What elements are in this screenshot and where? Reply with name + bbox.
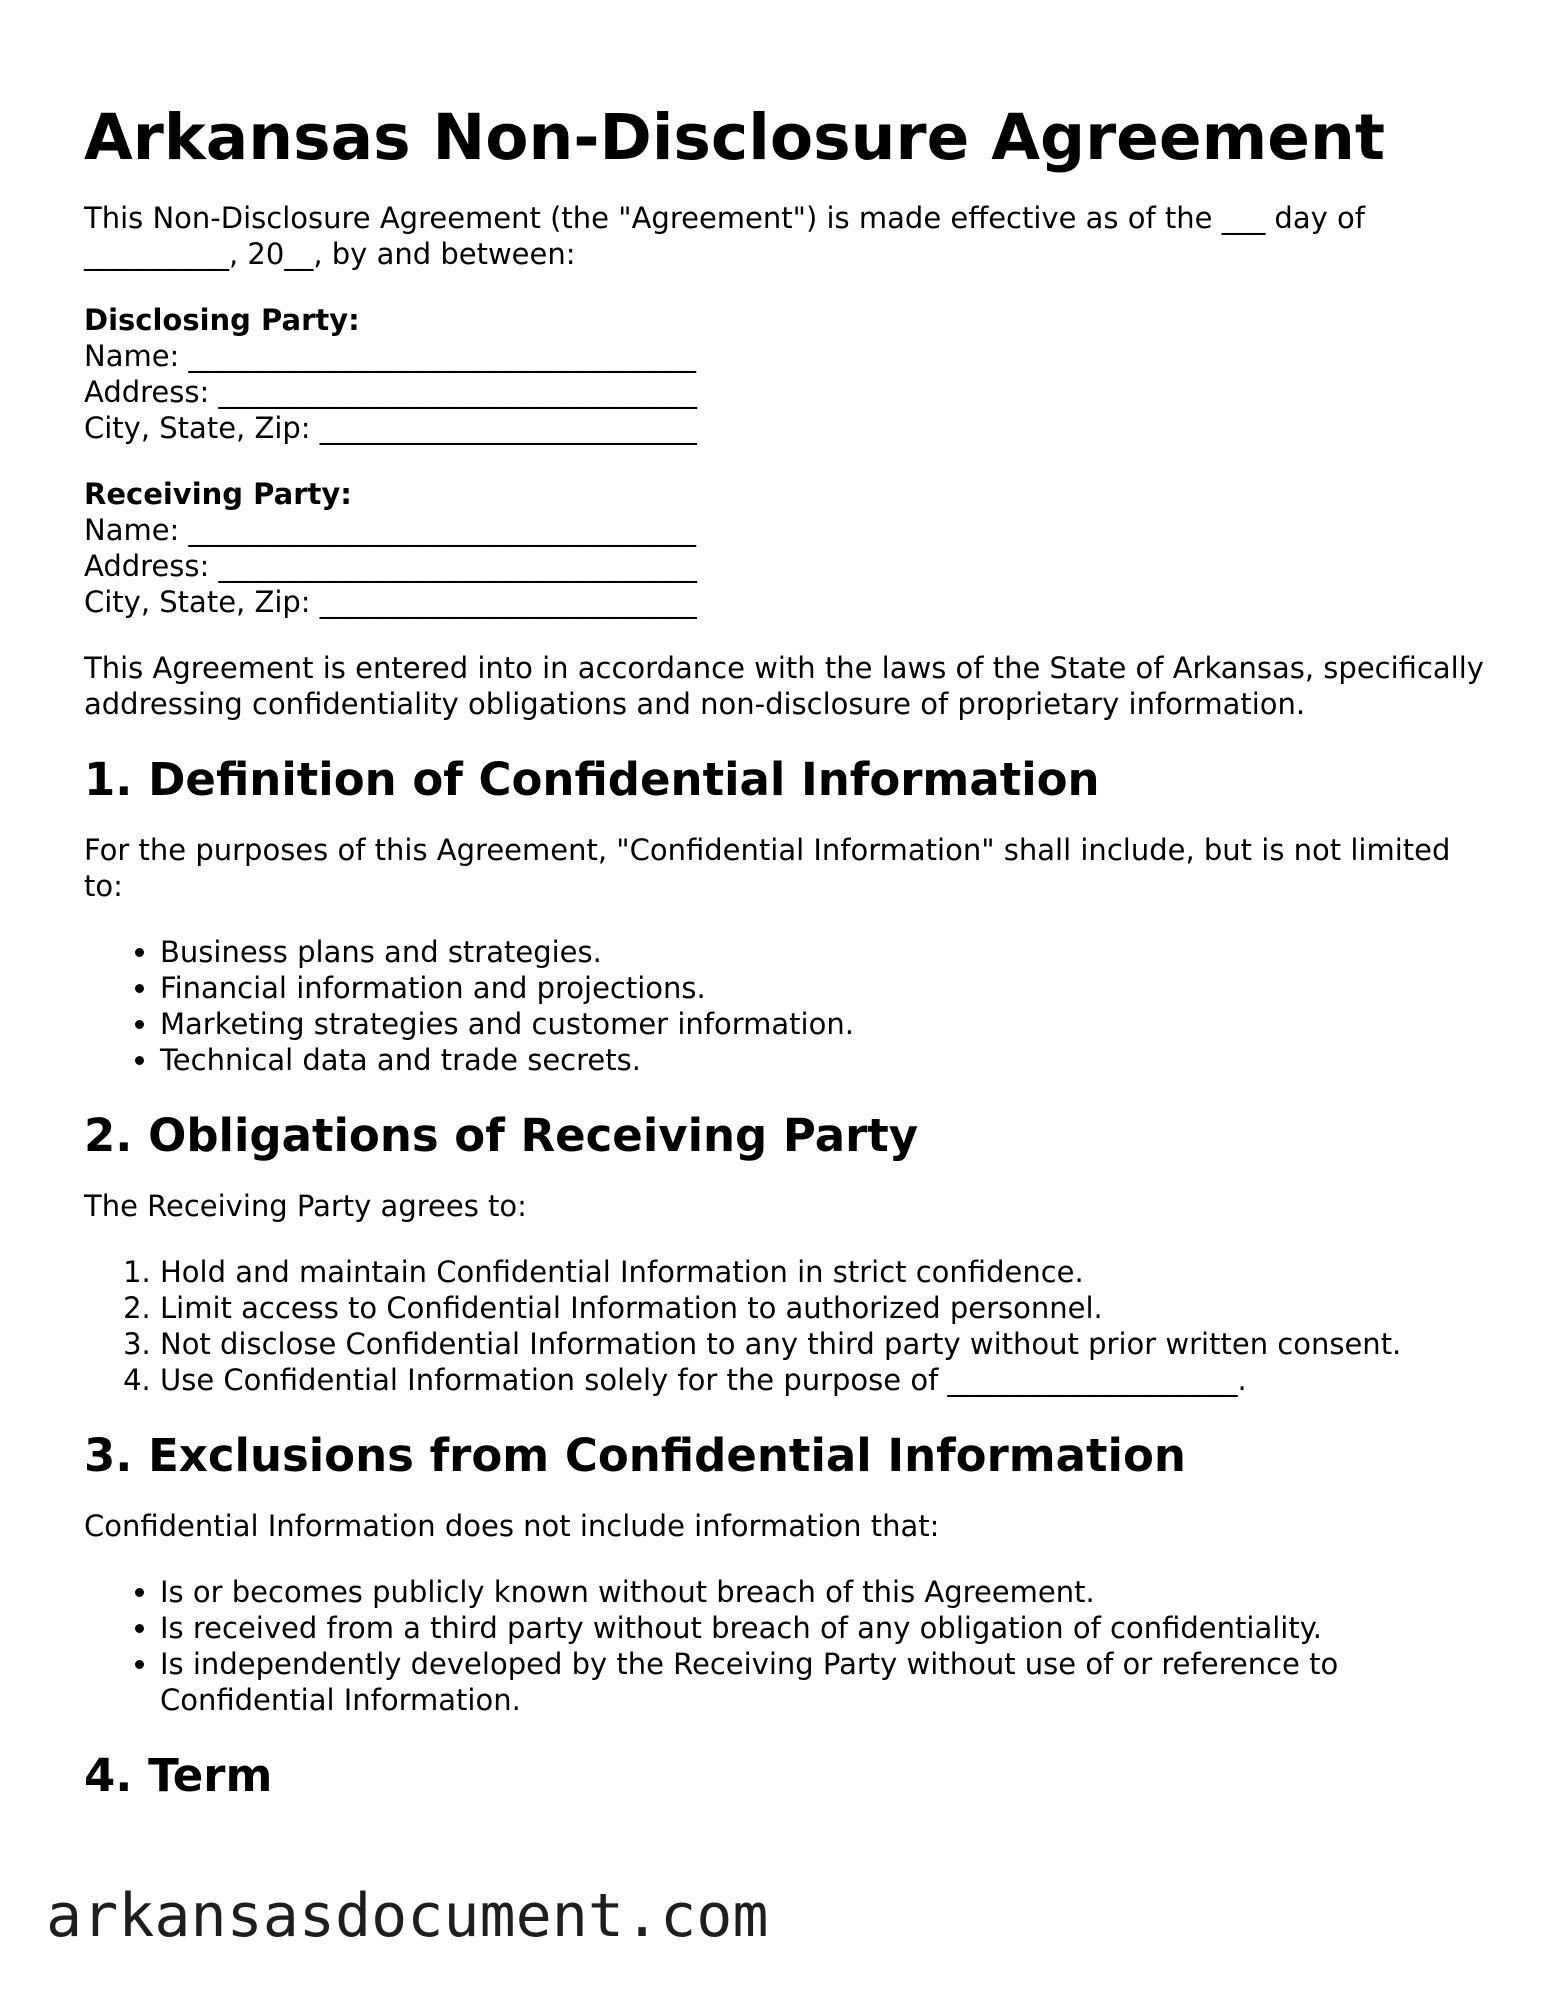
receiving-party-block	[84, 476, 1484, 620]
obligations-list	[84, 1254, 1484, 1398]
list-item: • Is independently developed by the Receiving Party without use of or reference to Confidential Information.	[160, 1646, 1484, 1718]
exclusions-list	[84, 1574, 1484, 1718]
receiving-address-field: Address: _________________________________	[84, 549, 697, 583]
section-text-exclusions: Confidential Information does not include information that:	[84, 1509, 940, 1543]
list-item: 4. Use Confidential Information solely for the purpose of ____________________.	[160, 1362, 1484, 1398]
governing-law-paragraph: This Agreement is entered into in accordance with the laws of the State of Arkansas, specifically addressing confidentiality obligations and non-disclosure of proprietary information.	[84, 651, 1484, 721]
list-item: • Business plans and strategies.	[160, 934, 1484, 970]
list-item: • Financial information and projections.	[160, 970, 1484, 1006]
list-item: • Marketing strategies and customer information.	[160, 1006, 1484, 1042]
site-watermark: arkansasdocument.com	[46, 1881, 769, 1951]
receiving-party-title: Receiving Party:	[84, 477, 352, 511]
disclosing-party-block	[84, 302, 1484, 446]
list-item: 3. Not disclose Confidential Information to any third party without prior written consent.	[160, 1326, 1484, 1362]
list-item: 2. Limit access to Confidential Information to authorized personnel.	[160, 1290, 1484, 1326]
list-item: • Is received from a third party without breach of any obligation of confidentiality.	[160, 1610, 1484, 1646]
section-heading-obligations: 2. Obligations of Receiving Party	[84, 1109, 919, 1162]
disclosing-city-field: City, State, Zip: __________________________	[84, 411, 697, 445]
list-item: 1. Hold and maintain Confidential Information in strict confidence.	[160, 1254, 1484, 1290]
section-heading-definition: 1. Definition of Confidential Information	[84, 753, 1100, 806]
definition-list	[84, 934, 1484, 1078]
receiving-city-field: City, State, Zip: __________________________	[84, 585, 697, 619]
receiving-name-field: Name: ___________________________________	[84, 513, 697, 547]
intro-paragraph: This Non-Disclosure Agreement (the "Agreement") is made effective as of the ___ day of __________, 20__, by and between:	[84, 201, 1365, 271]
document-title: Arkansas Non-Disclosure Agreement	[84, 101, 1385, 174]
list-item: • Is or becomes publicly known without breach of this Agreement.	[160, 1574, 1484, 1610]
disclosing-party-title: Disclosing Party:	[84, 303, 360, 337]
disclosing-name-field: Name: ___________________________________	[84, 339, 697, 373]
disclosing-address-field: Address: _________________________________	[84, 375, 697, 409]
section-text-obligations: The Receiving Party agrees to:	[84, 1189, 527, 1223]
document-page	[84, 100, 1484, 1828]
section-heading-term: 4. Term	[84, 1749, 273, 1802]
list-item: • Technical data and trade secrets.	[160, 1042, 1484, 1078]
section-heading-exclusions: 3. Exclusions from Confidential Information	[84, 1429, 1186, 1482]
section-text-definition: For the purposes of this Agreement, "Confidential Information" shall include, but is not limited to:	[84, 833, 1451, 903]
